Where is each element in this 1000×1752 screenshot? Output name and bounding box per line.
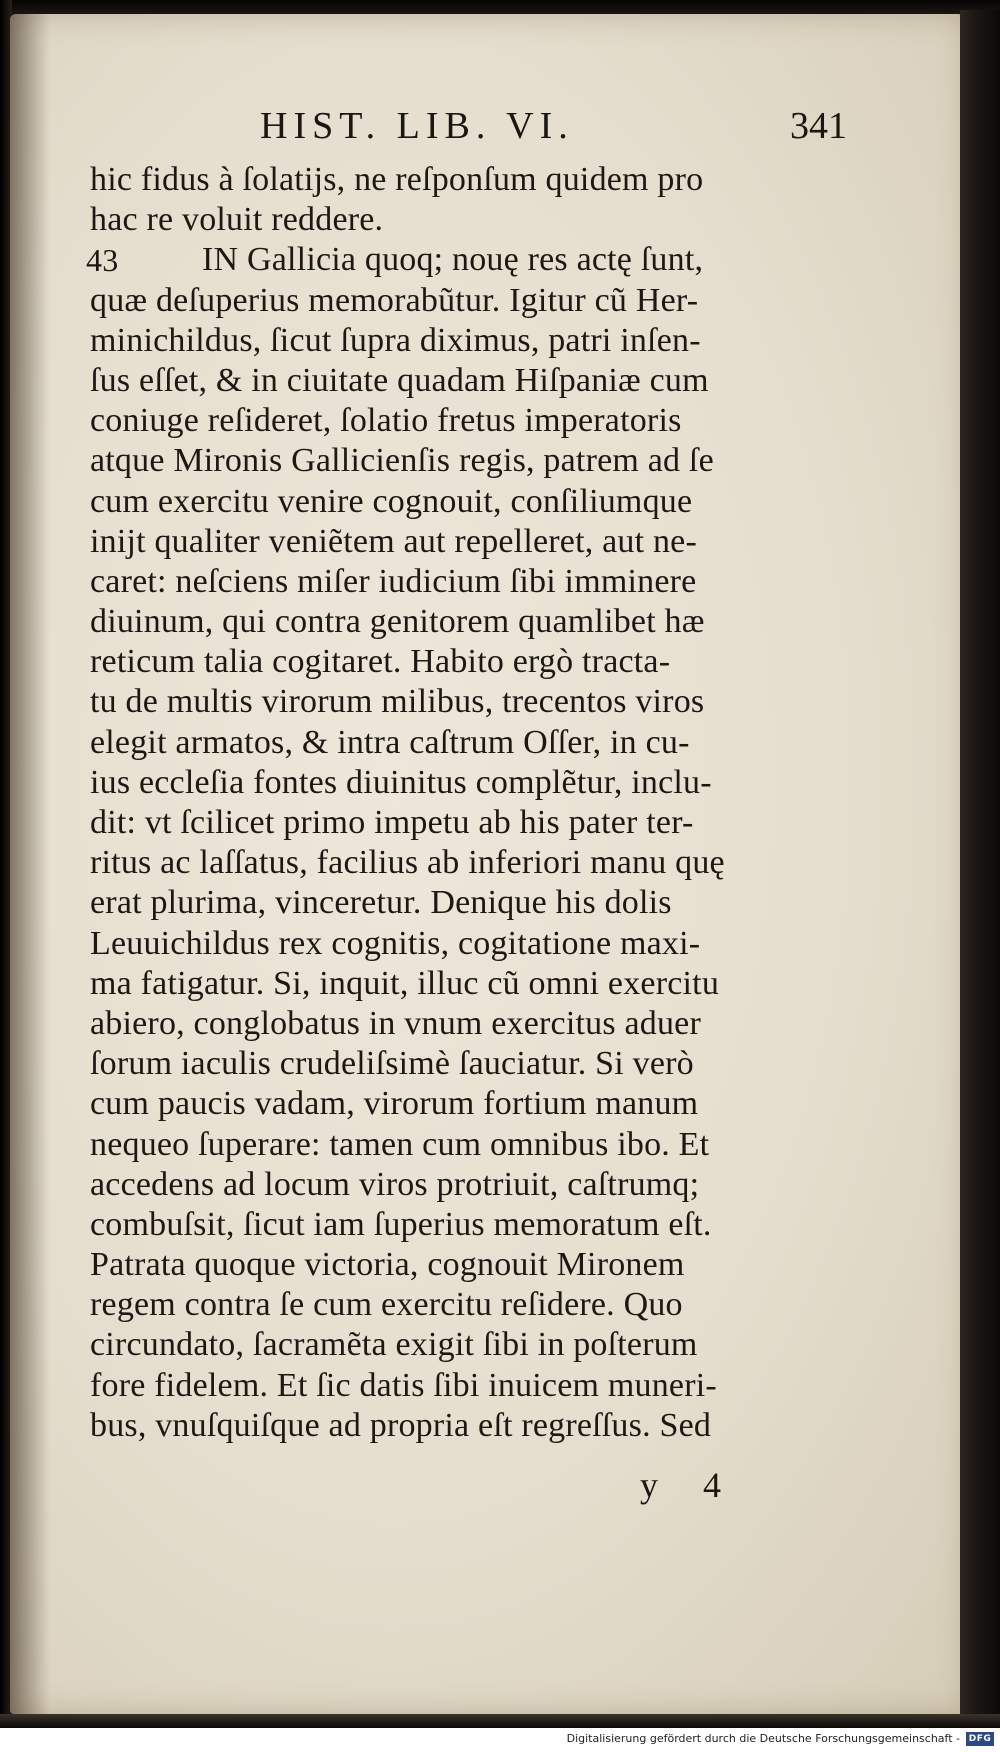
text-line: coniuge reſideret, ſolatio fretus imperatoris <box>90 402 682 440</box>
text-line: Patrata quoque victoria, cognouit Mironem <box>90 1246 685 1284</box>
text-line: quæ deſuperius memorabũtur. Igitur cũ Her- <box>90 281 699 319</box>
text-line: inijt qualiter veniẽtem aut repelleret, aut ne- <box>90 522 697 560</box>
scan-bottom-edge <box>0 1714 1000 1728</box>
text-line: reticum talia cogitaret. Habito ergò tracta- <box>90 643 671 681</box>
text-line: atque Mironis Gallicienſis regis, patrem ad ſe <box>90 442 714 480</box>
text-line: elegit armatos, & intra caſtrum Oſſer, in cu- <box>90 723 690 761</box>
page-header <box>90 104 890 160</box>
text-line: Leuuichildus rex cognitis, cogitatione maxi- <box>90 924 701 962</box>
text-line: ſus eſſet, & in ciuitate quadam Hiſpaniæ cum <box>90 361 709 399</box>
text-line: diuinum, qui contra genitorem quamlibet hæ <box>90 603 705 641</box>
text-line: minichildus, ſicut ſupra diximus, patri inſen- <box>90 321 701 359</box>
text-block <box>86 104 890 1505</box>
text-line: cum exercitu venire cognouit, conſiliumque <box>90 482 693 520</box>
margin-number: 43 <box>86 242 119 279</box>
text-line: ritus ac laſſatus, facilius ab inferiori manu quę <box>90 844 725 882</box>
text-line: abiero, conglobatus in vnum exercitus aduer <box>90 1004 701 1042</box>
text-line: hic fidus à ſolatijs, ne reſponſum quidem pro <box>90 161 704 198</box>
text-line: dit: vt ſcilicet primo impetu ab his pater ter- <box>90 804 694 841</box>
text-line: hac re voluit reddere. <box>90 201 384 239</box>
dfg-logo: DFG <box>966 1732 994 1746</box>
text-line: ſorum iaculis crudeliſsimè ſauciatur. Si verò <box>90 1045 694 1083</box>
funding-credit: Digitalisierung gefördert durch die Deutsche Forschungsgemeinschaft - <box>566 1732 960 1745</box>
text-line: combuſsit, ſicut iam ſuperius memoratum eſt. <box>90 1205 712 1243</box>
text-line: tu de multis virorum milibus, trecentos viros <box>90 683 705 721</box>
text-line: nequeo ſuperare: tamen cum omnibus ibo. Et <box>90 1125 710 1163</box>
signature-mark: y 4 <box>640 1465 739 1505</box>
text-line: circundato, ſacramẽta exigit ſibi in poſterum <box>90 1326 698 1364</box>
text-line: cum paucis vadam, virorum fortium manum <box>90 1085 699 1123</box>
text-line: fore fidelem. Et ſic datis ſibi inuicem muneri- <box>90 1366 717 1404</box>
text-line: ma fatigatur. Si, inquit, illuc cũ omni exercitu <box>90 964 720 1002</box>
book-edge-right <box>960 10 1000 1720</box>
text-line: IN Gallicia quoq; nouę res actę ſunt, <box>202 241 704 279</box>
text-line: ius eccleſia fontes diuinitus complẽtur, inclu- <box>90 763 712 801</box>
text-line: bus, vnuſquiſque ad propria eſt regreſſus. Sed <box>90 1406 712 1444</box>
text-line: accedens ad locum viros protriuit, caſtrumq; <box>90 1165 700 1203</box>
text-line: regem contra ſe cum exercitu reſidere. Quo <box>90 1286 683 1324</box>
paragraph-start-line <box>86 240 890 280</box>
digitization-footer <box>0 1728 1000 1752</box>
scan-top-edge <box>0 0 1000 14</box>
text-line: erat plurima, vinceretur. Denique his dolis <box>90 884 672 922</box>
page-number: 341 <box>790 105 847 147</box>
book-page <box>10 14 968 1714</box>
running-head: HIST. LIB. VI. <box>260 105 574 147</box>
text-line: caret: neſciens miſer iudicium ſibi imminere <box>90 562 697 600</box>
